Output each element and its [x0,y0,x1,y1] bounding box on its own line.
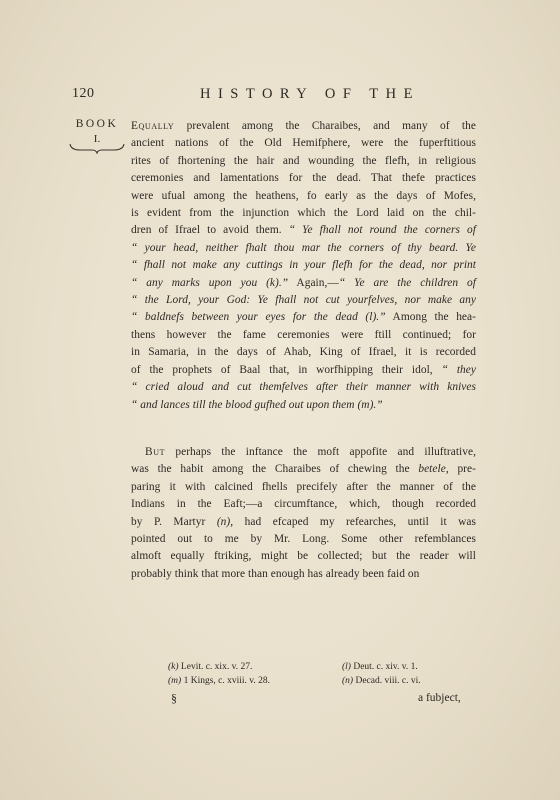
text-line: dren of Ifrael to avoid them. [131,224,282,237]
footnote-text: Decad. viii. c. vi. [355,676,421,686]
page-number: 120 [72,86,95,101]
footnote-text: Deut. c. xiv. v. 1. [353,662,418,672]
footnote-row [168,674,478,688]
text-line: is evident from the injunction which the Lord laid on the chil- [131,207,476,220]
footnote-marker: (m) [168,676,182,686]
quote-text: “ any marks upon you (k).” [131,276,289,289]
paragraph-1 [131,118,476,414]
signature-mark: § [171,691,177,705]
quote-text: “ fhall not make any cuttings in your flefh for the dead, nor print [131,259,476,272]
quote-text: “ they [441,363,476,376]
quote-text: “ the Lord, your God: Ye fhall not cut yourfelves, nor make any [131,294,476,307]
text-line: ceremonies and lamentations for the dead. That thefe practices [131,172,476,185]
footnote-marker: (n) [342,676,354,686]
text-line: pre- [457,463,476,476]
quote-text: “ baldnefs between your eyes for the dead (l).” [131,311,386,324]
text-line: were ufual among the heathens, fo early as the days of Mofes, [131,189,476,202]
footnote-marker: (l) [342,662,351,672]
text-line: Among the hea- [392,311,476,324]
text-line: pointed out to me by Mr. Long. Some other refemblances [131,533,476,546]
para2-initial: But [145,446,166,458]
text-line: perhaps the inftance the moft appofite and illuftrative, [175,446,476,458]
footnotes [168,660,478,688]
text-line: prevalent among the Charaibes, and many of the [186,120,476,132]
margin-book-label: BOOK [75,118,119,130]
text-line: probably think that more than enough has already been faid on [131,567,420,580]
text-line: paring it with calcined fhells precifely after the manner of the [131,480,476,493]
footnote-marker: (k) [168,662,179,672]
footnote-right [342,674,421,688]
text-line: of the prophets of Baal that, in worfhipping their idol, [131,363,433,376]
page-header [0,86,560,106]
text-line: in Samaria, in the days of Ahab, King of Ifrael, it is recorded [131,346,476,359]
footnote-left [168,674,270,688]
italic-term: betele, [418,463,449,476]
text-line: was the habit among the Charaibes of chewing the [131,463,410,476]
running-title: HISTORY OF THE [200,86,420,102]
catchword: a fubject, [418,692,461,704]
para1-initial: Equally [131,120,175,132]
quote-text: “ Ye fhall not round the corners of [288,224,476,237]
text-line: Again,— [296,276,339,289]
text-line: thens however the fame ceremonies were ftill continued; for [131,328,476,341]
text-line: rites of fhortening the hair and wounding the flefh, in religious [131,154,476,167]
footnote-ref: (n), [216,515,234,528]
margin-note [62,118,132,154]
quote-text: “ and lances till the blood gufhed out upon them (m).” [131,398,383,411]
quote-text: “ Ye are the children of [338,276,476,289]
text-line: Indians in the Eaft;—a circumftance, which, though recorded [131,498,476,511]
footnote-row [168,660,478,674]
text-line: by P. Martyr [131,515,206,528]
footnote-text: 1 Kings, c. xviii. v. 28. [183,676,271,686]
footnote-text: Levit. c. xix. v. 27. [180,662,253,672]
footnote-left [168,660,252,674]
text-line: almoft equally ftriking, might be collected; but the reader will [131,550,476,563]
quote-text: “ cried aloud and cut themfelves after their manner with knives [131,381,476,394]
text-line: ancient nations of the Old Hemifphere, were the fuperftitious [131,137,476,150]
quote-text: “ your head, neither fhalt thou mar the corners of thy beard. Ye [131,241,476,254]
paragraph-2 [131,444,476,583]
margin-volume-label: I. [93,133,101,145]
text-line: had efcaped my refearches, until it was [244,515,476,528]
footnote-right [342,660,418,674]
